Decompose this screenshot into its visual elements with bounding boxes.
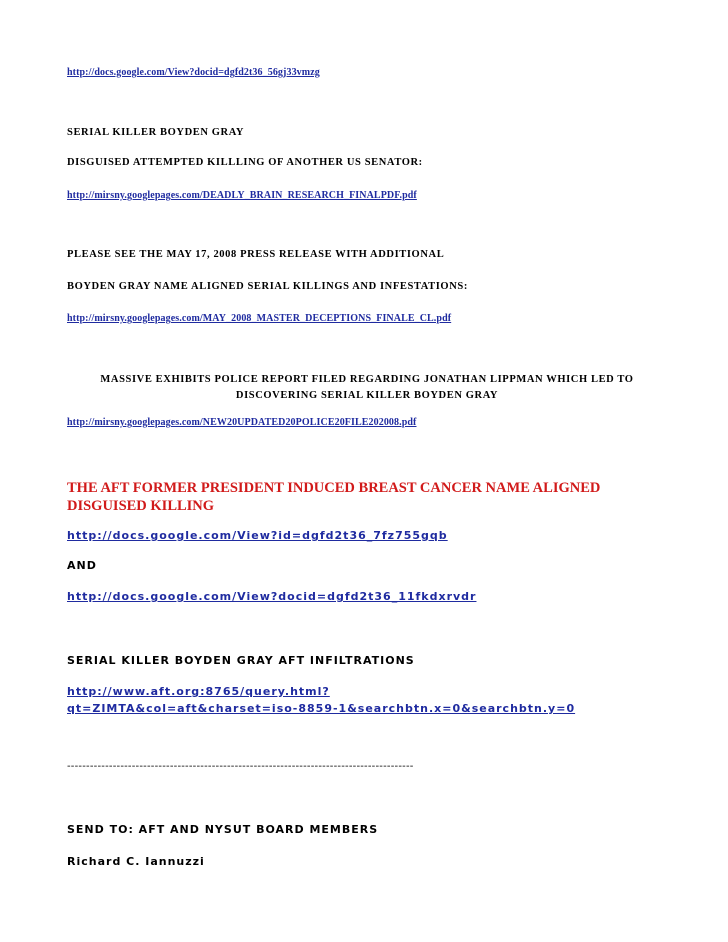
recipient-name: Richard C. Iannuzzi: [67, 855, 205, 868]
heading-aft-infiltrations: SERIAL KILLER BOYDEN GRAY AFT INFILTRATIONS: [67, 654, 415, 667]
link-google-doc-56gj33vmzg[interactable]: http://docs.google.com/View?docid=dgfd2t36_56gj33vmzg: [67, 67, 320, 78]
aft-query-line-1: http://www.aft.org:8765/query.html?: [67, 685, 330, 698]
link-aft-query[interactable]: [67, 683, 627, 717]
paragraph-police-report: [67, 372, 667, 404]
and-label: AND: [67, 559, 97, 572]
link-google-doc-11fkdxrvdr[interactable]: http://docs.google.com/View?docid=dgfd2t36_11fkdxrvdr: [67, 590, 477, 603]
dashed-divider: -------------------------------------------------------------------------------------------: [67, 761, 414, 772]
heading-disguised-attempted-killing: DISGUISED ATTEMPTED KILLLING OF ANOTHER US SENATOR:: [67, 157, 423, 168]
aft-heading-line-1: THE AFT FORMER PRESIDENT INDUCED BREAST CANCER NAME ALIGNED: [67, 480, 601, 496]
paragraph-name-aligned-killings: BOYDEN GRAY NAME ALIGNED SERIAL KILLINGS AND INFESTATIONS:: [67, 281, 468, 292]
link-updated-police-file-pdf[interactable]: http://mirsny.googlepages.com/NEW20UPDATED20POLICE20FILE202008.pdf: [67, 417, 417, 428]
police-report-line-2: DISCOVERING SERIAL KILLER BOYDEN GRAY: [235, 390, 499, 401]
link-google-doc-7fz755gqb[interactable]: http://docs.google.com/View?id=dgfd2t36_7fz755gqb: [67, 529, 448, 542]
aft-heading-line-2: DISGUISED KILLING: [67, 498, 215, 514]
link-master-deceptions-pdf[interactable]: http://mirsny.googlepages.com/MAY_2008_MASTER_DECEPTIONS_FINALE_CL.pdf: [67, 313, 452, 324]
send-to-line: SEND TO: AFT AND NYSUT BOARD MEMBERS: [67, 823, 379, 836]
paragraph-press-release: PLEASE SEE THE MAY 17, 2008 PRESS RELEASE WITH ADDITIONAL: [67, 249, 445, 260]
heading-aft-former-president: [67, 479, 667, 515]
aft-query-line-2: qt=ZIMTA&col=aft&charset=iso-8859-1&searchbtn.x=0&searchbtn.y=0: [67, 702, 576, 715]
police-report-line-1: MASSIVE EXHIBITS POLICE REPORT FILED REGARDING JONATHAN LIPPMAN WHICH LED TO: [100, 374, 634, 385]
link-deadly-brain-research-pdf[interactable]: http://mirsny.googlepages.com/DEADLY_BRAIN_RESEARCH_FINALPDF.pdf: [67, 190, 417, 201]
heading-serial-killer: SERIAL KILLER BOYDEN GRAY: [67, 127, 245, 138]
